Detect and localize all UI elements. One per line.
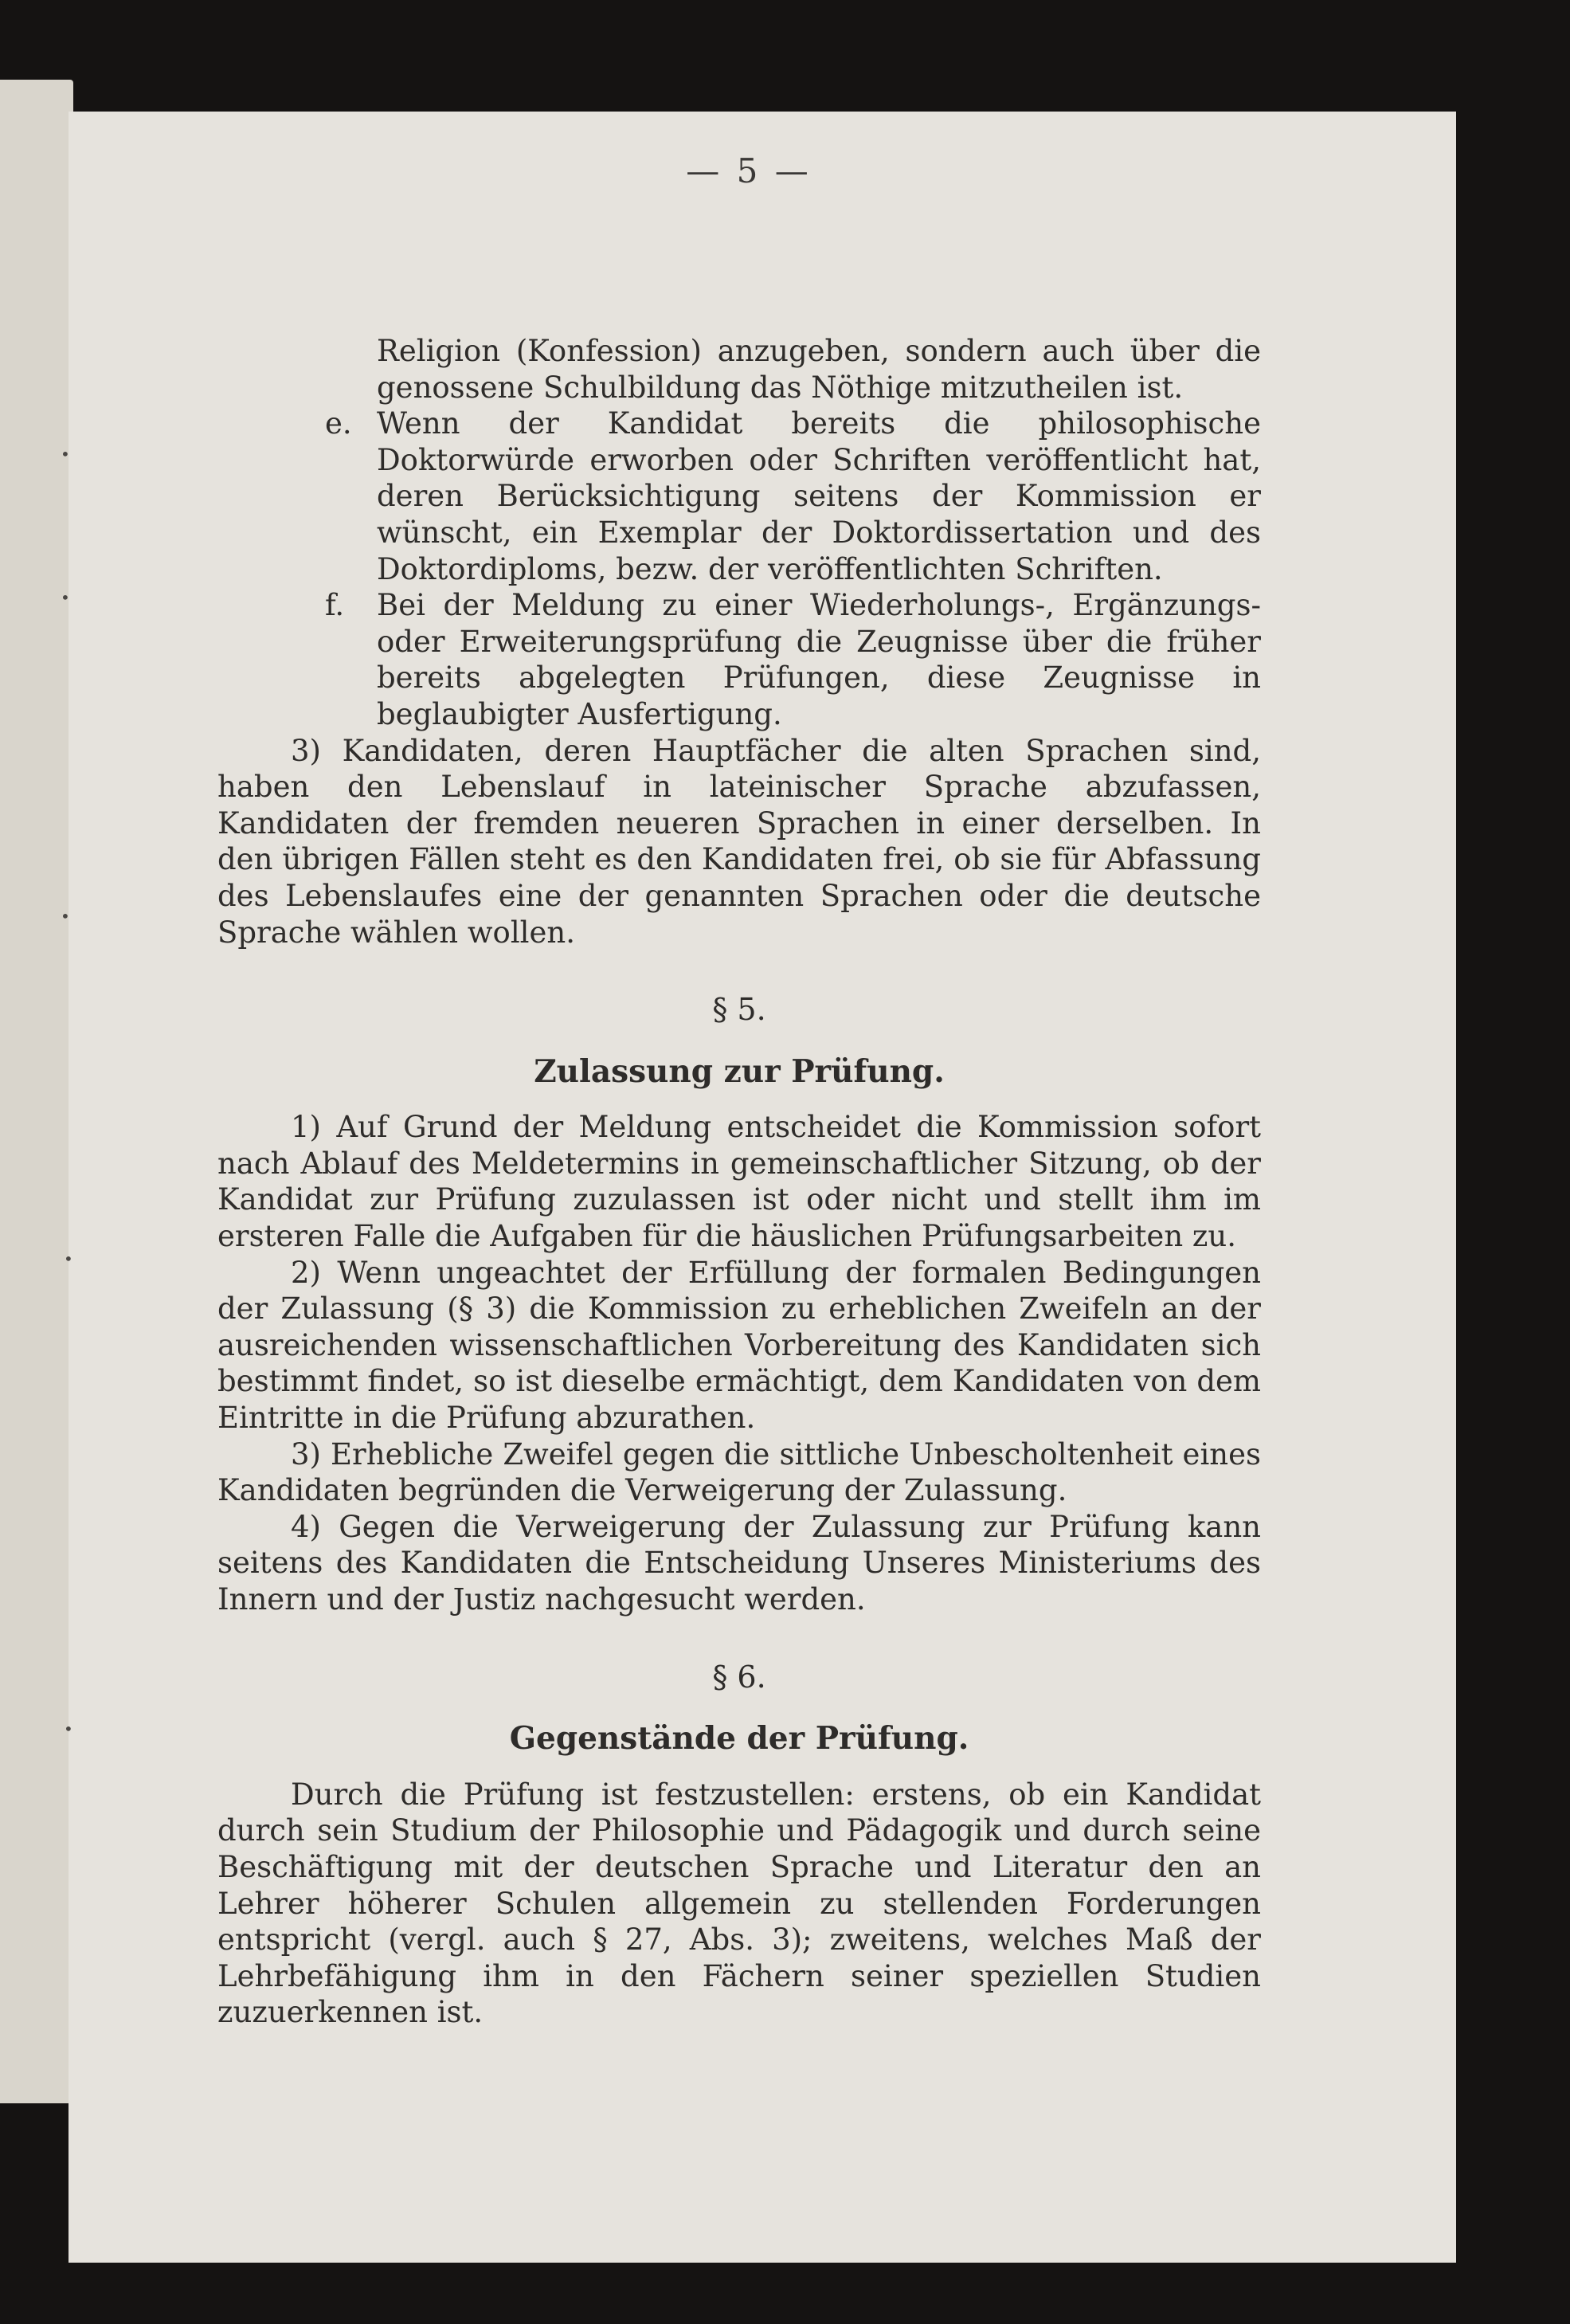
section-title: Zulassung zur Prüfung. [534, 1052, 945, 1090]
paragraph: Durch die Prüfung ist festzustellen: erstens, ob ein Kandidat durch sein Studium der Philosophie und Pädagogik und durch seine Beschäftigung mit der deutschen Sprache und Literatur den an Lehrer höherer Schulen allgemein zu stellenden Forderungen entspricht (vergl. auch § 27, Abs. 3); zweitens, welches Maß der Lehrbefähigung ihm in den Fächern seiner speziellen Studien zuzuerkennen ist. [217, 1777, 1261, 2030]
paragraph: 3) Erhebliche Zweifel gegen die sittliche Unbescholtenheit eines Kandidaten begründen die Verweigerung der Zulassung. [217, 1436, 1261, 1508]
margin-mark: • [61, 445, 70, 464]
section-title: Gegenstände der Prüfung. [509, 1720, 969, 1758]
item-text: Bei der Meldung zu einer Wiederholungs-, Ergänzungs- oder Erweiterungsprüfung die Zeugnisse über die früher bereits abgelegten Prüfungen, diese Zeugnisse in beglaubigter Ausfertigung. [377, 588, 1261, 731]
facing-page-edge [0, 80, 73, 2103]
page-body [217, 333, 1261, 2031]
item-text: Wenn der Kandidat bereits die philosophische Doktorwürde erworben oder Schriften veröffentlicht hat, deren Berücksichtigung seitens der Kommission er wünscht, ein Exemplar der Doktordissertation und des Doktordiploms, bezw. der veröffentlichten Schriften. [377, 406, 1261, 586]
margin-mark: • [64, 1719, 73, 1738]
list-item-e [217, 406, 1261, 587]
item-label: e. [325, 406, 352, 441]
paragraph: 2) Wenn ungeachtet der Erfüllung der formalen Bedingungen der Zulassung (§ 3) die Kommission zu erheblichen Zweifeln an der ausreichenden wissenschaftlichen Vorbereitung des Kandidaten sich bestimmt findet, so ist dieselbe ermächtigt, dem Kandidaten von dem Eintritte in die Prüfung abzurathen. [217, 1255, 1261, 1436]
list-item-f [217, 587, 1261, 732]
paragraph: 3) Kandidaten, deren Hauptfächer die alten Sprachen sind, haben den Lebenslauf in lateinischer Sprache abzufassen, Kandidaten der fremden neueren Sprachen in einer derselben. In den übrigen Fällen steht es den Kandidaten frei, ob sie für Abfassung des Lebenslaufes eine der genannten Sprachen oder die deutsche Sprache wählen wollen. [217, 733, 1261, 950]
section-number: § 5. [712, 992, 766, 1028]
margin-mark: • [64, 1249, 73, 1268]
page-number: — 5 — [686, 151, 812, 190]
item-label: f. [325, 588, 345, 623]
paragraph: 1) Auf Grund der Meldung entscheidet die Kommission sofort nach Ablauf des Meldetermins in gemeinschaftlicher Sitzung, ob der Kandidat zur Prüfung zuzulassen ist oder nicht und stellt ihm im ersteren Falle die Aufgaben für die häuslichen Prüfungsarbeiten zu. [217, 1110, 1261, 1254]
margin-mark: • [61, 588, 70, 607]
margin-mark: • [61, 907, 70, 926]
continued-item-text: Religion (Konfession) anzugeben, sondern auch über die genossene Schulbildung das Nöthige mitzutheilen ist. [377, 334, 1261, 405]
section-number: § 6. [712, 1659, 766, 1695]
paragraph: 4) Gegen die Verweigerung der Zulassung zur Prüfung kann seitens des Kandidaten die Entscheidung Unseres Ministeriums des Innern und der Justiz nachgesucht werden. [217, 1509, 1261, 1617]
